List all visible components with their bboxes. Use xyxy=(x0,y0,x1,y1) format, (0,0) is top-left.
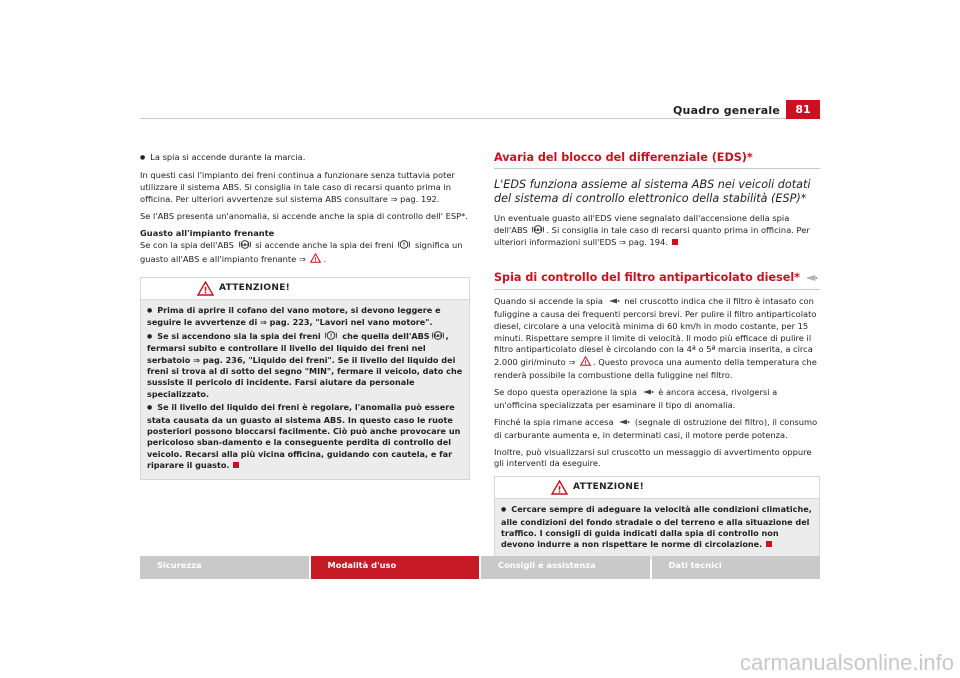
paragraph xyxy=(140,240,470,267)
page-title: Quadro generale xyxy=(673,104,780,117)
svg-text:!: ! xyxy=(584,360,587,367)
warning-header xyxy=(495,477,819,499)
header-rule xyxy=(140,118,820,119)
warning-bullet xyxy=(147,331,463,400)
text-segment: Quando si accende la spia xyxy=(494,296,603,307)
watermark: carmanualsonline.info xyxy=(739,650,954,675)
right-column xyxy=(494,152,820,559)
svg-text:ABS: ABS xyxy=(534,227,543,232)
abs-warning-icon xyxy=(432,331,444,343)
text-segment: Se dopo questa operazione la spia xyxy=(494,386,637,397)
paragraph: Inoltre, può visualizzarsi sul cruscotto un messaggio di avvertimento oppure gli interventi da eseguire. xyxy=(494,446,812,469)
text-segment: Finché la spia rimane accesa xyxy=(494,416,614,427)
footer-tab-consigli[interactable]: Consigli e assistenza xyxy=(481,556,650,579)
section-heading-dpf xyxy=(494,272,820,290)
warning-title: ATTENZIONE! xyxy=(573,481,645,492)
svg-text:ABS: ABS xyxy=(433,333,442,338)
warning-triangle-icon xyxy=(310,253,321,267)
footer-tab-sicurezza[interactable]: Sicurezza xyxy=(140,556,309,579)
text-segment: si accende anche la spia dei freni xyxy=(255,240,394,251)
warning-body xyxy=(495,499,819,558)
bullet-item: ● La spia si accende durante la marcia. xyxy=(140,152,470,165)
text-segment: Se il livello del liquido dei freni è regolare, l'anomalia può essere stata causata da un guasto al sistema ABS. In questo caso le ruote posteriori possono bloccarsi facilmente. Ciò può anche provocare un pericoloso sban-damento e la conseguente perdita di controllo del veicolo. Recarsi alla più vicina officina, guidando con cautela, e far riparare il guasto. xyxy=(147,402,461,471)
svg-text:!: ! xyxy=(330,333,333,340)
svg-text:ABS: ABS xyxy=(240,243,249,248)
page-number: 81 xyxy=(786,100,820,119)
text-segment: nel cruscotto indica che il filtro è intasato con fuliggine a causa dei frequenti percorsi brevi. Per pulire il filtro antiparticolato diesel, circolare a una velocità minima di 60 km/h in modo costante, per 15 minuti. Rispettare sempre il limite di velocità. Il modo più efficace di pulire il filtro antiparticolato diesel è circolando con la 4ª o 5ª marcia inserita, a circa 2.000 giri/minuto ⇒ xyxy=(494,296,817,368)
text-segment: . xyxy=(323,254,327,265)
particulate-filter-icon xyxy=(806,273,818,285)
text-segment: significa un guasto all'ABS e all'impianto frenante ⇒ xyxy=(140,240,463,265)
warning-triangle-icon xyxy=(197,281,214,300)
warning-box xyxy=(494,476,820,559)
section-subheading-eds: L'EDS funziona assieme al sistema ABS nei veicoli dotati del sistema di controllo elettronico della stabilità (ESP)* xyxy=(494,177,811,206)
warning-body xyxy=(141,300,469,479)
text-segment: è ancora accesa, rivolgersi a un'officina specializzata per esaminare il tipo di anomalia. xyxy=(494,386,778,410)
text-segment: Se con la spia dell'ABS xyxy=(140,240,234,251)
paragraph xyxy=(494,296,820,382)
warning-triangle-icon xyxy=(551,480,568,499)
warning-bullet xyxy=(147,402,463,471)
warning-header xyxy=(141,278,469,300)
warning-bullet: ● Prima di aprire il cofano del vano motore, si devono leggere e seguire le avvertenze di ⇒ pag. 223, "Lavori nel vano motore". xyxy=(147,305,463,329)
text-segment: . Questo provoca una aumento della temperatura che renderà possibile la combustione della fuliggine nel filtro. xyxy=(494,357,817,380)
particulate-filter-icon xyxy=(608,297,620,309)
svg-text:!: ! xyxy=(557,485,562,496)
brake-warning-icon xyxy=(398,240,410,253)
svg-text:!: ! xyxy=(403,242,406,249)
text-segment: (segnale di ostruzione del filtro), il consumo di carburante aumenta e, in determinati casi, il motore perde potenza. xyxy=(494,416,818,440)
warning-triangle-icon xyxy=(580,356,591,370)
text-segment: Un eventuale guasto all'EDS viene segnalato dall'accensione della spia dell'ABS xyxy=(494,212,790,235)
warning-box xyxy=(140,277,470,480)
svg-text:!: ! xyxy=(314,257,318,264)
warning-title: ATTENZIONE! xyxy=(219,282,291,293)
footer-tab-dati-tecnici[interactable]: Dati tecnici xyxy=(652,556,821,579)
subheading: Guasto all'impianto frenante xyxy=(140,227,275,238)
text-segment: . Si consiglia in tale caso di recarsi quanto prima in officina. Per ulteriori informazioni sull'EDS ⇒ pag. 194. xyxy=(494,224,810,248)
footer-nav xyxy=(140,556,820,579)
particulate-filter-icon xyxy=(642,388,654,400)
svg-text:!: ! xyxy=(203,286,208,296)
end-of-section-marker xyxy=(672,239,678,245)
brake-warning-icon xyxy=(325,331,337,343)
end-of-section-marker xyxy=(233,462,239,468)
paragraph: Se l'ABS presenta un'anomalia, si accende anche la spia di controllo dell' ESP*. xyxy=(140,210,468,221)
paragraph xyxy=(494,387,820,412)
paragraph xyxy=(494,213,820,249)
section-heading-eds: Avaria del blocco del differenziale (EDS)* xyxy=(494,152,820,169)
abs-warning-icon xyxy=(239,240,251,253)
text-segment: , fermarsi subito e controllare il livello del liquido dei freni nel serbatoio ⇒ pag. 236, "Liquido dei freni". Se il livello del liquido dei freni si trova al di sotto del segno "MIN", fermare il veicolo, dato che sussiste il pericolo di incidente. Farsi aiutare da personale specializzato. xyxy=(147,330,463,399)
end-of-section-marker xyxy=(766,541,772,547)
particulate-filter-icon xyxy=(618,418,630,430)
text-segment: Cercare sempre di adeguare la velocità alle condizioni climatiche, alle condizioni del fondo stradale o del terreno e alla situazione del traffico. I consigli di guida indicati dalla spia di controllo non devono indurre a non rispettare le norme di circolazione. xyxy=(501,504,812,550)
heading-text: Spia di controllo del filtro antiparticolato diesel* xyxy=(494,271,801,285)
footer-tab-modalita-uso[interactable]: Modalità d'uso xyxy=(311,556,480,579)
abs-warning-icon xyxy=(532,225,544,238)
text-segment: che quella dell'ABS xyxy=(342,330,430,341)
paragraph xyxy=(494,417,820,442)
paragraph: In questi casi l'impianto dei freni continua a funzionare senza tuttavia poter utilizzare il sistema ABS. Si consiglia in tale caso di recarsi quanto prima in officina. Per ulteriori avvertenze sul sistema ABS consultare ⇒ pag. 192. xyxy=(140,169,455,204)
text-segment: Se si accendono sia la spia dei freni xyxy=(157,330,321,341)
warning-bullet xyxy=(501,504,813,551)
left-column xyxy=(140,152,470,480)
